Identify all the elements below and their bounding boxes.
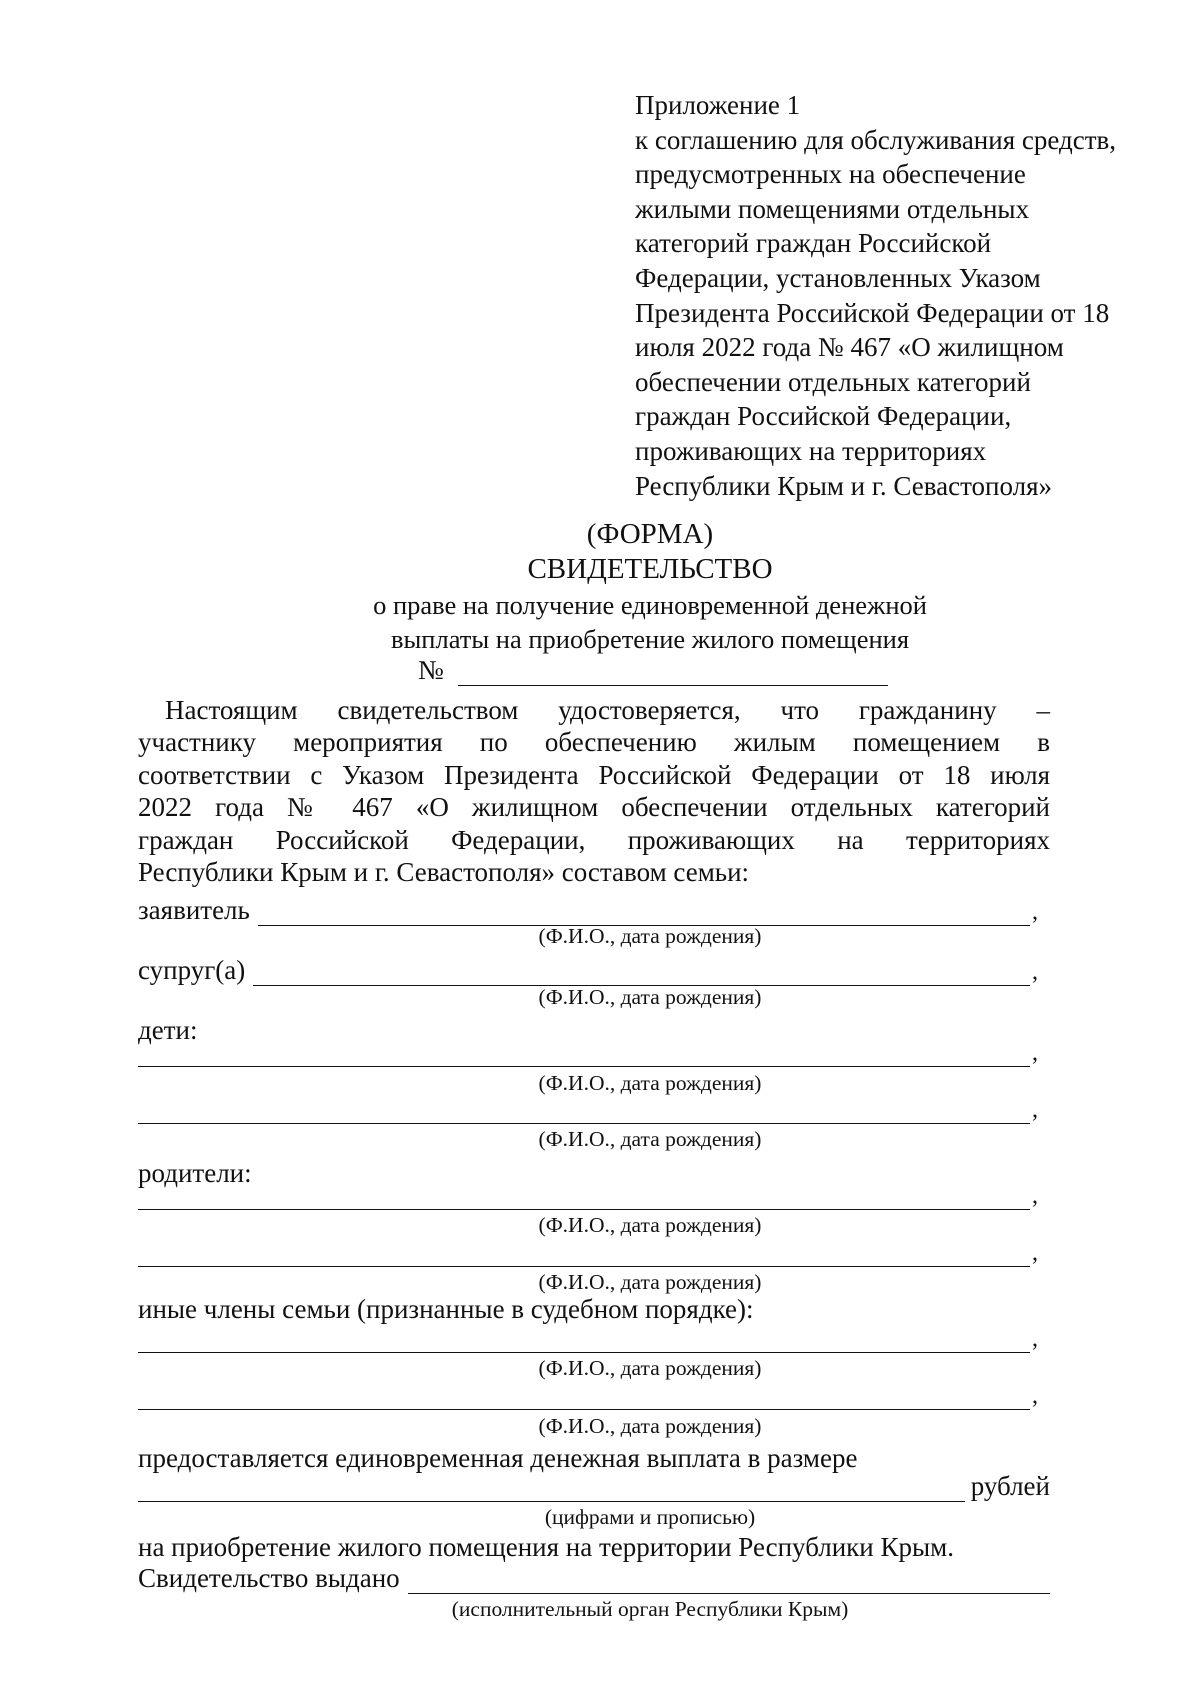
parent-row [138,1240,1038,1267]
appendix-line: категорий граждан Российской [635,228,992,259]
number-sign: № [418,655,444,685]
amount-caption: (цифрами и прописью) [544,1505,756,1529]
field-caption: (Ф.И.О., дата рождения) [538,1127,762,1151]
certificate-body [138,694,1050,888]
comma: , [1032,1383,1038,1409]
body-line: Настоящим свидетельством удостоверяется, что гражданину – [165,695,1050,725]
body-line: участнику мероприятия по обеспечению жилым помещением в [138,727,1050,758]
subtitle-line: выплаты на приобретение жилого помещения [390,624,910,654]
payment-purpose: на приобретение жилого помещения на территории Республики Крым. [138,1532,954,1562]
comma: , [1032,959,1038,985]
appendix-line: к соглашению для обслуживания средств, [635,124,1117,155]
other-member-row [138,1383,1038,1410]
parents-label: родители: [138,1158,252,1188]
child-row [138,1097,1038,1124]
issued-by-caption: (исполнительный орган Республики Крым) [451,1597,849,1621]
appendix-line: Приложение 1 [635,90,801,120]
field-caption: (Ф.И.О., дата рождения) [538,1356,762,1380]
field-caption: (Ф.И.О., дата рождения) [538,1270,762,1294]
child-row [138,1040,1038,1067]
other-member-field[interactable] [138,1385,1030,1410]
comma: , [1032,1240,1038,1266]
payment-label: предоставляется единовременная денежная выплата в размере [138,1443,858,1473]
body-line: граждан Российской Федерации, проживающих на территориях [138,824,1050,855]
spouse-field[interactable] [253,961,1030,986]
comma: , [1032,1183,1038,1209]
child-field[interactable] [138,1042,1030,1067]
issued-by-label: Свидетельство выдано [138,1563,400,1593]
other-member-row [138,1326,1038,1353]
appendix-line: Федерации, установленных Указом [635,262,1041,293]
issued-by-field[interactable] [408,1569,1050,1594]
appendix-line: июля 2022 года № 467 «О жилищном [635,332,1064,363]
appendix-line: Республики Крым и г. Севастополя» [635,470,1053,501]
applicant-field[interactable] [258,901,1030,926]
comma: , [1032,899,1038,925]
currency-label: рублей [970,1471,1050,1501]
appendix-line: жилыми помещениями отдельных [635,193,1030,224]
form-label: (ФОРМА) [586,518,714,550]
applicant-label: заявитель [138,895,250,925]
body-line: соответствии с Указом Президента Российской Федерации от 18 июля [138,759,1050,790]
certificate-number-field[interactable] [458,659,888,686]
field-caption: (Ф.И.О., дата рождения) [538,1213,762,1237]
spouse-row [138,955,1038,986]
appendix-note [635,88,1175,503]
field-caption: (Ф.И.О., дата рождения) [538,1414,762,1438]
parent-field[interactable] [138,1185,1030,1210]
parent-row [138,1183,1038,1210]
appendix-line: проживающих на территориях [635,435,987,466]
comma: , [1032,1040,1038,1066]
subtitle-line: о праве на получение единовременной денежной [373,590,927,620]
payment-amount-field[interactable] [138,1477,965,1502]
document-subtitle [0,588,1200,656]
comma: , [1032,1326,1038,1352]
field-caption: (Ф.И.О., дата рождения) [538,985,762,1009]
document-title: СВИДЕТЕЛЬСТВО [527,553,773,585]
comma: , [1032,1097,1038,1123]
field-caption: (Ф.И.О., дата рождения) [538,924,762,948]
body-line: Республики Крым и г. Севастополя» составом семьи: [138,857,750,888]
body-line: 2022 года № 467 «О жилищном обеспечении отдельных категорий [138,792,1050,823]
appendix-line: граждан Российской Федерации, [635,401,1012,432]
parent-field[interactable] [138,1242,1030,1267]
other-member-field[interactable] [138,1328,1030,1353]
certificate-number [418,655,888,686]
spouse-label: супруг(а) [138,955,246,985]
applicant-row [138,895,1038,926]
children-label: дети: [138,1015,198,1045]
other-members-label: иные члены семьи (признанные в судебном порядке): [138,1294,754,1324]
payment-amount-row [138,1471,1050,1502]
appendix-line: предусмотренных на обеспечение [635,159,1026,190]
appendix-line: Президента Российской Федерации от 18 [635,297,1110,328]
field-caption: (Ф.И.О., дата рождения) [538,1071,762,1095]
appendix-line: обеспечении отдельных категорий [635,366,1031,397]
issued-by-row [138,1563,1050,1594]
child-field[interactable] [138,1099,1030,1124]
